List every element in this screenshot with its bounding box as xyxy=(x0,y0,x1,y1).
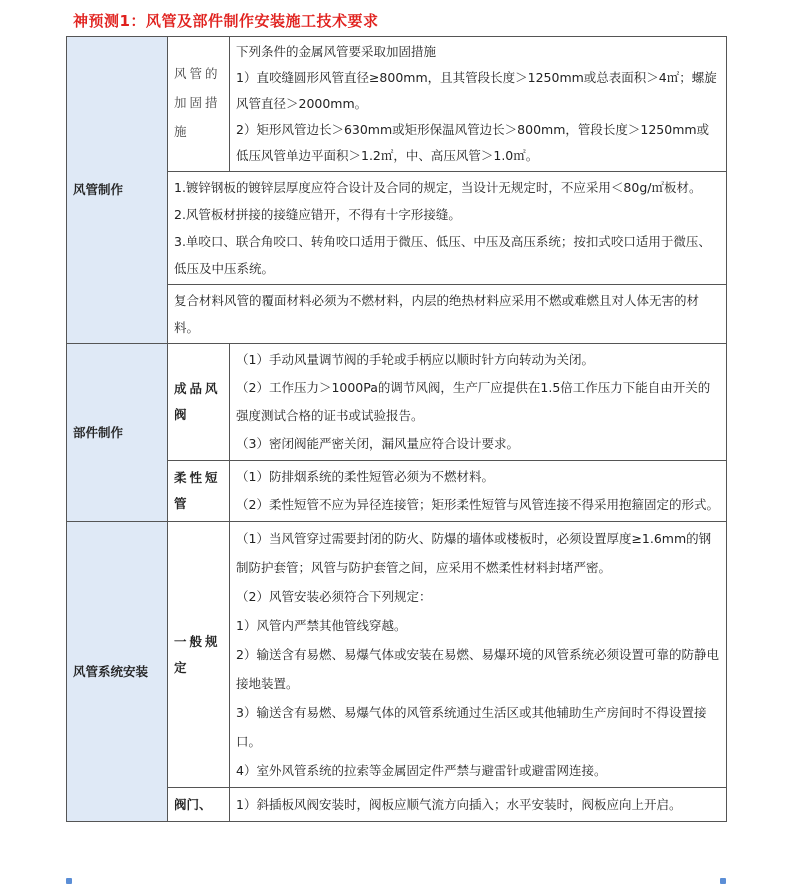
general-item-2-1: 1）风管内严禁其他管线穿越。 xyxy=(236,618,407,633)
reinforce-item-2: 2）矩形风管边长＞630mm或矩形保温风管边长＞800mm，管段长度＞1250mm或低压风管单边平面积＞1.2㎡，中、高压风管＞1.0㎡。 xyxy=(236,122,710,163)
valve-install-item-1: 1）斜插板风阀安装时，阀板应顺气流方向插入；水平安装时，阀板应向上开启。 xyxy=(230,788,727,822)
table-row xyxy=(67,37,727,172)
flex-item-1: （1）防排烟系统的柔性短管必须为不燃材料。 xyxy=(236,469,494,484)
duct-items xyxy=(168,172,727,285)
reinforce-item-1: 1）直咬缝圆形风管直径≥800mm，且其管段长度＞1250mm或总表面积＞4㎡；螺旋风管直径＞2000mm。 xyxy=(236,70,717,111)
duct-item-2: 2.风管板材拼接的接缝应错开，不得有十字形接缝。 xyxy=(174,207,461,222)
general-content xyxy=(230,522,727,788)
general-item-2: （2）风管安装必须符合下列规定： xyxy=(236,589,432,604)
table-row xyxy=(67,344,727,461)
page-edge-markers xyxy=(66,878,726,880)
table-row xyxy=(67,522,727,788)
subcategory-valve-install: 阀门、 xyxy=(168,788,230,822)
corner-marker xyxy=(720,878,726,884)
valve-item-3: （3）密闭阀能严密关闭，漏风量应符合设计要求。 xyxy=(236,436,519,451)
corner-marker xyxy=(66,878,72,884)
reinforce-intro: 下列条件的金属风管要采取加固措施 xyxy=(236,44,437,59)
duct-item-1: 1.镀锌钢板的镀锌层厚度应符合设计及合同的规定，当设计无规定时，不应采用＜80g/㎡板材。 xyxy=(174,180,702,195)
general-item-2-3: 3）输送含有易燃、易爆气体的风管系统通过生活区或其他辅助生产房间时不得设置接口。 xyxy=(236,705,707,749)
valve-content xyxy=(230,344,727,461)
subcategory-flex: 柔性短管 xyxy=(168,461,230,522)
page-title: 神预测1：风管及部件制作安装施工技术要求 xyxy=(73,12,379,30)
subcategory-reinforce: 风管的加固措施 xyxy=(168,37,230,172)
reinforce-content xyxy=(230,37,727,172)
flex-item-2: （2）柔性短管不应为异径连接管；矩形柔性短管与风管连接不得采用抱箍固定的形式。 xyxy=(236,497,719,512)
general-item-2-4: 4）室外风管系统的拉索等金属固定件严禁与避雷针或避雷网连接。 xyxy=(236,763,607,778)
subcategory-valve: 成品风阀 xyxy=(168,344,230,461)
general-item-1: （1）当风管穿过需要封闭的防火、防爆的墙体或楼板时，必须设置厚度≥1.6mm的钢制防护套管；风管与防护套管之间，应采用不燃柔性材料封堵严密。 xyxy=(236,531,712,575)
category-parts-making: 部件制作 xyxy=(67,344,168,522)
category-install: 风管系统安装 xyxy=(67,522,168,822)
requirements-table xyxy=(66,36,727,822)
flex-content xyxy=(230,461,727,522)
duct-composite: 复合材料风管的覆面材料必须为不燃材料，内层的绝热材料应采用不燃或难燃且对人体无害的材料。 xyxy=(168,285,727,344)
category-duct-making: 风管制作 xyxy=(67,37,168,344)
duct-item-3: 3.单咬口、联合角咬口、转角咬口适用于微压、低压、中压及高压系统；按扣式咬口适用于微压、低压及中压系统。 xyxy=(174,234,711,276)
valve-item-1: （1）手动风量调节阀的手轮或手柄应以顺时针方向转动为关闭。 xyxy=(236,352,594,367)
general-item-2-2: 2）输送含有易燃、易爆气体或安装在易燃、易爆环境的风管系统必须设置可靠的防静电接地装置。 xyxy=(236,647,719,691)
subcategory-general: 一般规定 xyxy=(168,522,230,788)
valve-item-2: （2）工作压力＞1000Pa的调节风阀，生产厂应提供在1.5倍工作压力下能自由开关的强度测试合格的证书或试验报告。 xyxy=(236,380,711,423)
